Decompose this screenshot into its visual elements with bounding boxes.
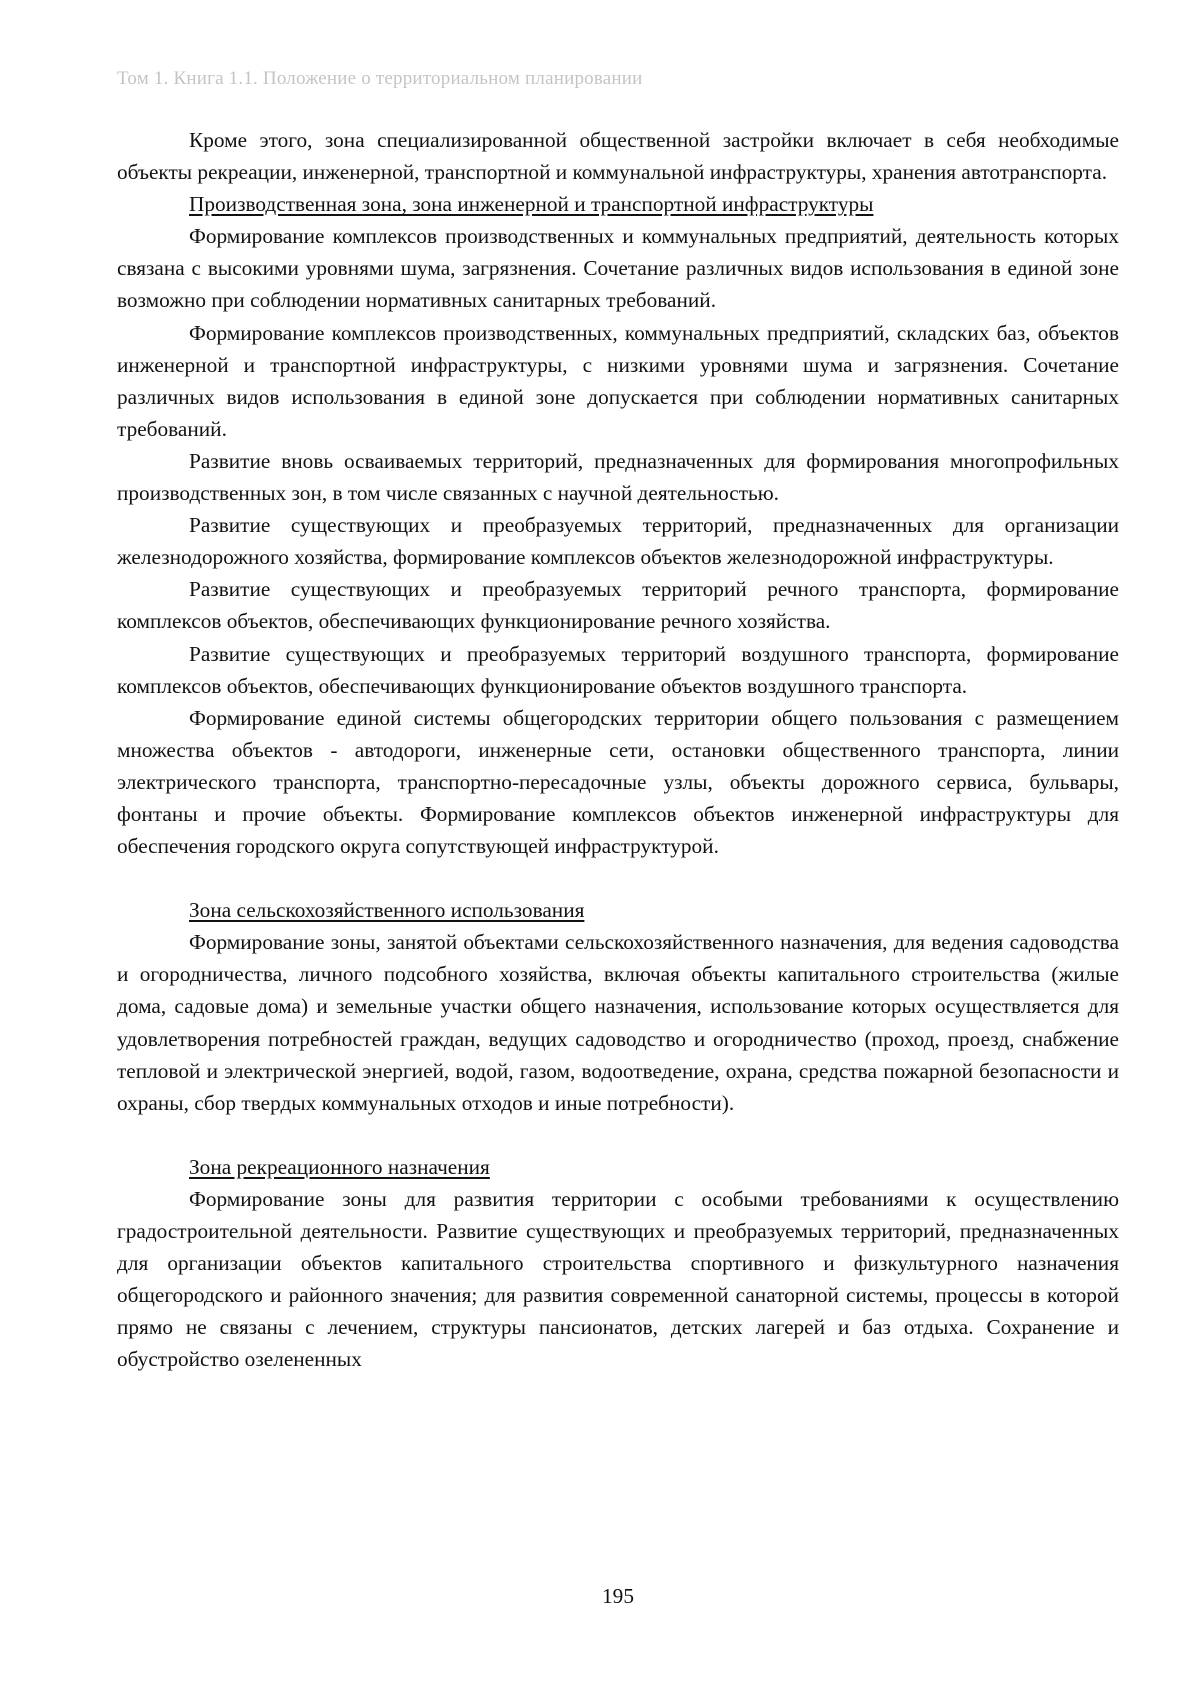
paragraph: Формирование комплексов производственных и коммунальных предприятий, деятельность которых связана с высокими уровнями шума, загрязнения. Сочетание различных видов использования в единой зоне возможно при соблюдении нормативных санитарных требований. [117, 224, 1119, 313]
section-spacer [117, 1119, 1119, 1151]
page-number: 195 [602, 1584, 634, 1608]
section-heading-production-zone: Производственная зона, зона инженерной и транспортной инфраструктуры [189, 192, 874, 217]
running-header: Том 1. Книга 1.1. Положение о территориальном планировании [117, 68, 643, 89]
document-body [117, 124, 1119, 1375]
paragraph: Формирование комплексов производственных, коммунальных предприятий, складских баз, объектов инженерной и транспортной инфраструктуры, с низкими уровнями шума и загрязнения. Сочетание различных видов использования в единой зоне допускается при соблюдении нормативных санитарных требований. [117, 320, 1119, 441]
paragraph: Формирование зоны для развития территории с особыми требованиями к осуществлению градостроительной деятельности. Развитие существующих и преобразуемых территорий, предназначенных для организации объектов капитального строительства спортивного и физкультурного назначения общегородского и районного значения; для развития современной санаторной системы, процессы в которой прямо не связаны с лечением, структуры пансионатов, детских лагерей и баз отдыха. Сохранение и обустройство озелененных [117, 1186, 1119, 1372]
paragraph: Развитие существующих и преобразуемых территорий речного транспорта, формирование комплексов объектов, обеспечивающих функционирование речного хозяйства. [117, 577, 1119, 634]
paragraph: Развитие существующих и преобразуемых территорий воздушного транспорта, формирование комплексов объектов, обеспечивающих функционирование объектов воздушного транспорта. [117, 641, 1119, 698]
paragraph: Формирование зоны, занятой объектами сельскохозяйственного назначения, для ведения садоводства и огородничества, личного подсобного хозяйства, включая объекты капитального строительства (жилые дома, садовые дома) и земельные участки общего назначения, использование которых осуществляется для удовлетворения потребностей граждан, ведущих садоводство и огородничество (проход, проезд, снабжение тепловой и электрической энергией, водой, газом, водоотведение, охрана, средства пожарной безопасности и охраны, сбор твердых коммунальных отходов и иные потребности). [117, 930, 1119, 1115]
section-heading-recreational-zone: Зона рекреационного назначения [189, 1154, 490, 1179]
section-spacer [117, 862, 1119, 894]
paragraph: Формирование единой системы общегородских территории общего пользования с размещением множества объектов - автодороги, инженерные сети, остановки общественного транспорта, линии электрического транспорта, транспортно-пересадочные узлы, объекты дорожного сервиса, бульвары, фонтаны и прочие объекты. Формирование комплексов объектов инженерной инфраструктуры для обеспечения городского округа сопутствующей инфраструктурой. [117, 705, 1119, 859]
section-heading-agricultural-zone: Зона сельскохозяйственного использования [189, 898, 585, 923]
paragraph: Развитие вновь осваиваемых территорий, предназначенных для формирования многопрофильных производственных зон, в том числе связанных с научной деятельностью. [117, 448, 1119, 506]
paragraph: Развитие существующих и преобразуемых территорий, предназначенных для организации железнодорожного хозяйства, формирование комплексов объектов железнодорожной инфраструктуры. [117, 513, 1119, 570]
paragraph: Кроме этого, зона специализированной общественной застройки включает в себя необходимые объекты рекреации, инженерной, транспортной и коммунальной инфраструктуры, хранения автотранспорта. [117, 128, 1119, 185]
